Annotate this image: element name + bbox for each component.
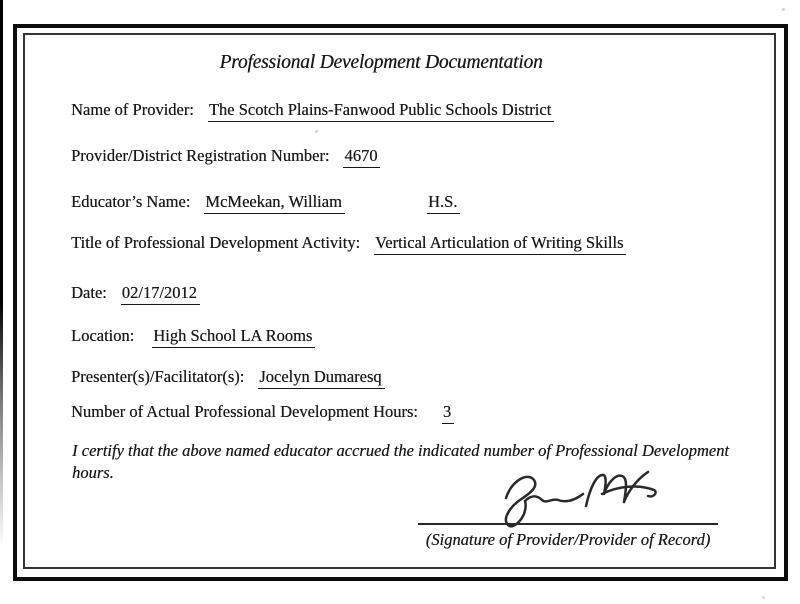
field-row-hours (71, 402, 454, 424)
field-value: High School LA Rooms (152, 326, 315, 348)
field-label: Date: (71, 283, 107, 302)
field-label: Educator’s Name: (71, 192, 191, 211)
scan-edge-artifact (0, 0, 3, 548)
field-row-registration-number (71, 146, 380, 168)
field-row-educator-name (71, 192, 458, 214)
scan-speck (315, 130, 318, 133)
field-row-location (71, 326, 315, 348)
field-row-provider-name (71, 100, 554, 122)
handwritten-signature (498, 468, 662, 530)
field-row-activity-title (71, 233, 626, 255)
field-row-date (71, 283, 200, 305)
field-value: The Scotch Plains-Fanwood Public Schools District (208, 100, 554, 122)
scan-speck (782, 8, 785, 11)
scan-speck (762, 596, 765, 599)
field-value: 4670 (343, 146, 380, 168)
page-title: Professional Development Documentation (219, 52, 543, 73)
field-value: McMeekan, William (204, 192, 345, 214)
field-label: Name of Provider: (71, 100, 194, 119)
field-label: Presenter(s)/Facilitator(s): (71, 367, 245, 386)
field-value: Vertical Articulation of Writing Skills (374, 233, 626, 255)
field-value: 02/17/2012 (121, 283, 200, 305)
field-row-presenter (71, 367, 385, 389)
field-label: Title of Professional Development Activity: (71, 233, 361, 252)
signature-caption: (Signature of Provider/Provider of Record) (425, 530, 711, 549)
field-value: Jocelyn Dumaresq (258, 367, 384, 389)
field-value-school: H.S. (427, 192, 460, 214)
field-label: Location: (71, 326, 135, 345)
certification-line-2: hours. (72, 462, 114, 482)
field-label: Number of Actual Professional Development Hours: (71, 402, 418, 421)
signature-line (418, 523, 718, 525)
certification-line-1: I certify that the above named educator accrued the indicated number of Professional Development (72, 441, 729, 460)
field-value: 3 (442, 402, 454, 424)
field-label: Provider/District Registration Number: (71, 146, 330, 165)
